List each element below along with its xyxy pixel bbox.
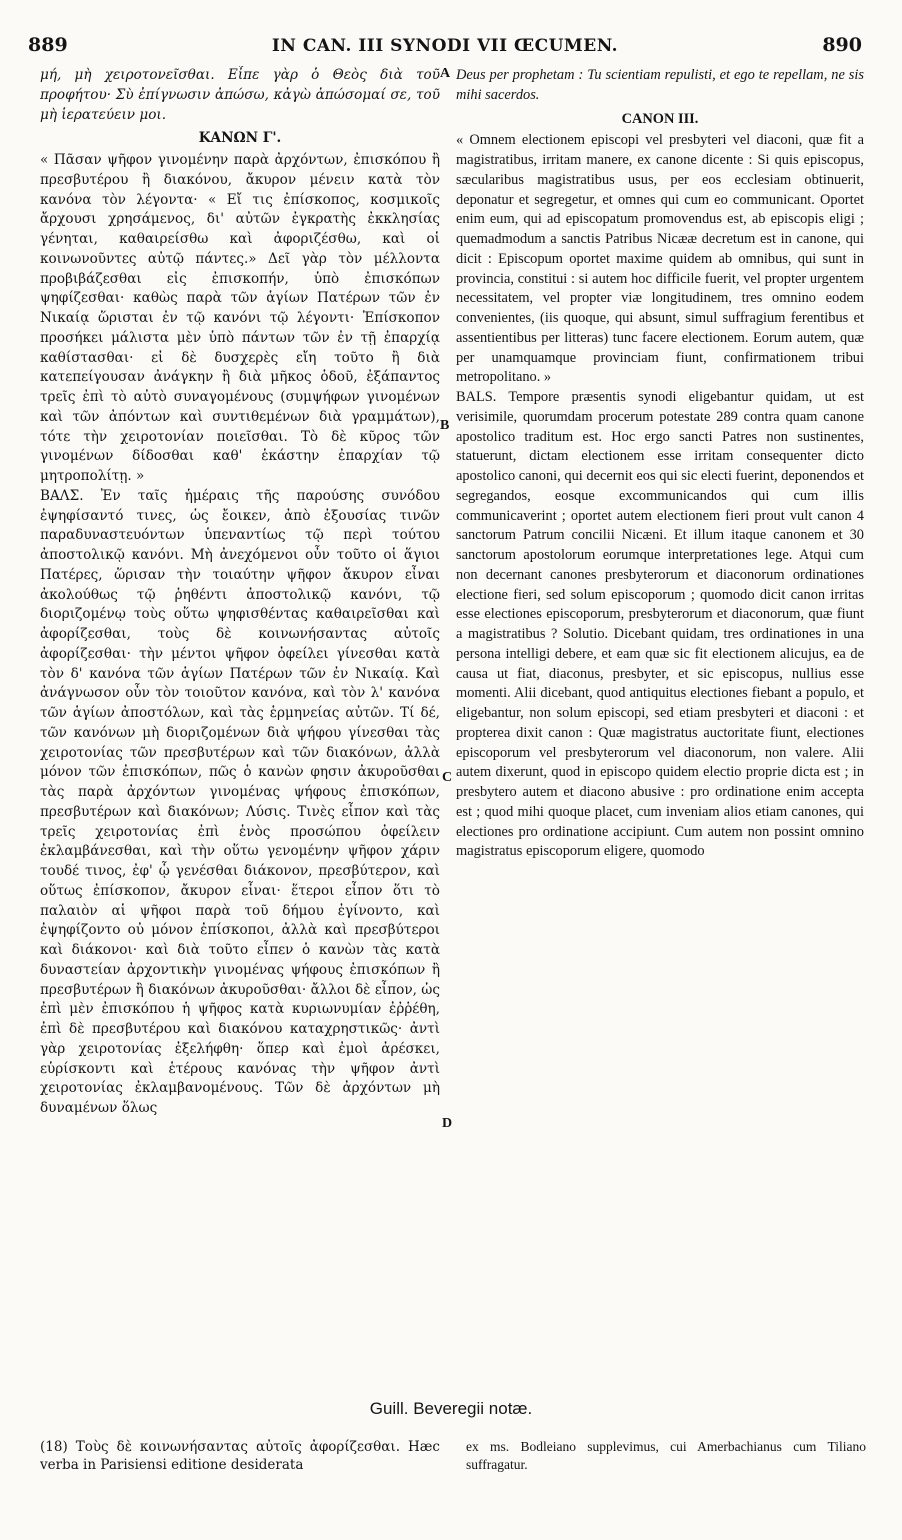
greek-intro: μή, μὴ χειροτονεῖσθαι. Εἶπε γὰρ ὁ Θεὸς διὰ τοῦ προφήτου· Σὺ ἐπίγνωσιν ἀπώσω, κἀγὼ ἀπώσομαί σε, τοῦ μὴ ἱερατεύειν μοι. (40, 67, 440, 123)
greek-canon-text: « Πᾶσαν ψῆφον γινομένην παρὰ ἀρχόντων, ἐπισκόπου ἢ πρεσβυτέρου ἢ διακόνου, ἄκυρον μένειν κατὰ τὸν κανόνα τὸν λέγοντα· « Εἴ τις ἐπίσκοπος, κοσμικοῖς ἄρχουσι χρησάμενος, δι' αὐτῶν ἐγκρατὴς ἐκκλησίας γένηται, καθαιρείσθω καὶ ἀφοριζέσθω, καὶ οἱ κοινωνοῦντες αὐτῷ πάντες.» Δεῖ γὰρ τὸν μέλλοντα προβιβάζεσθαι εἰς ἐπισκοπήν, ὑπὸ ἐπισκόπων ψηφίζεσθαι· καθὼς παρὰ τῶν ἁγίων Πατέρων τῶν ἐν Νικαίᾳ ὥρισται ἐν τῷ κανόνι τῷ λέγοντι· Ἐπίσκοπον προσήκει μάλιστα μὲν ὑπὸ πάντων τῶν ἐν τῇ ἐπαρχίᾳ καθίστασθαι· εἰ δὲ δυσχερὲς εἴη τοῦτο ἢ διὰ κατεπείγουσαν ἀνάγκην ἢ διὰ μῆκος ὁδοῦ, ἐξάπαντος τρεῖς ἐπὶ τὸ αὐτὸ συναγομένους (συμψήφων γινομένων καὶ τῶν ἀπόντων καὶ συντιθεμένων διὰ γραμμάτων), τότε τὴν χειροτονίαν ποιεῖσθαι. Τὸ δὲ κῦρος τῶν γινομένων δίδοσθαι καθ' ἑκάστην ἐπαρχίαν τῷ μητροπολίτῃ. » (40, 152, 440, 484)
greek-canon-heading: ΚΑΝΩΝ Γ'. (198, 130, 282, 147)
latin-canon-text: « Omnem electionem episcopi vel presbyteri vel diaconi, quæ fit a magistratibus, irritam manere, ex canone dicente : Si quis episcopus, sæcularibus magistratibus usus, per eos ecclesiam obtinuerit, deponatur et segregetur, et omnes qui cum eo communicant. Oportet enim eum, qui ad episcopatum promovendus est, ab episcopis eligi ; quemadmodum a sanctis Patribus Nicææ decretum est in canone, qui dicit : Episcopum oportet maxime quidem ab omnibus, qui sunt in provincia, constitui : si autem hoc difficile fuerit, vel propter urgentem necessitatem, vel propter viæ longitudinem, tres omnino eodem convenientes, (iis quoque, qui absunt, simul suffragium ferentibus et assentientibus per litteras) tunc facere electionem. Eorum autem, quæ per unamquamque provinciam fiunt, confirmationem tribui metropolitano. » (456, 132, 864, 386)
latin-intro: Deus per prophetam : Tu scientiam repulisti, et ego te repellam, ne sis mihi sacerdos. (456, 67, 864, 103)
footnote-left: (18) Τοὺς δὲ κοινωνήσαντας αὐτοῖς ἀφορίζεσθαι. Hæc verba in Parisiensi editione desiderata (40, 1438, 440, 1473)
margin-letter-c: C (442, 770, 453, 785)
latin-column (456, 66, 864, 1398)
latin-canon-heading: CANON III. (621, 110, 699, 127)
greek-commentary: ΒΑΛΣ. Ἐν ταῖς ἡμέραις τῆς παρούσης συνόδου ἐψηφίσαντό τινες, ὡς ἔοικεν, ἀπὸ ἐξουσίας τινῶν παραδυναστευόντων ὑπεναντίως τῷ περὶ τούτου ἀποστολικῷ κανόνι. Μὴ ἀνεχόμενοι οὖν τοῦτο οἱ ἅγιοι Πατέρες, ὥρισαν τὴν τοιαύτην ψῆφον ἄκυρον εἶναι ἀκολούθως τῷ ῥηθέντι ἀποστολικῷ κανόνι, τῷ διοριζομένῳ τοὺς οὕτω ψηφισθέντας καθαιρεῖσθαι καὶ ἀφορίζεσθαι, τοὺς δὲ κοινωνήσαντας αὐτοῖς ἀφορίζεσθαι· τὴν μέντοι ψῆφον ὀφείλει γίνεσθαι κατὰ τὸν δ' κανόνα τῶν ἁγίων Πατέρων τῶν ἐν Νικαίᾳ. Καὶ ἀνάγνωσον οὖν τὸν τοιοῦτον κανόνα, καὶ τὸν λ' κανόνα τῶν ἁγίων ἀποστόλων, καὶ τὰς ἑρμηνείας αὐτῶν. Τί δέ, τῶν κανόνων μὴ διοριζομένων διὰ ψήφου γίνεσθαι τὰς χειροτονίας τῶν πρεσβυτέρων καὶ τῶν διακόνων, ἀλλὰ μόνον τῶν ἐπισκόπων, πῶς ὁ κανὼν φησιν ἀκυροῦσθαι τὰς παρὰ ἀρχόντων γινομένας ψήφους ἐπισκόπων, πρεσβυτέρων καὶ διακόνων; Λύσις. Τινὲς εἶπον καὶ τὰς τρεῖς χειροτονίας ἐπὶ ἑνὸς προσώπου ὀφείλειν ἐκλαμβάνεσθαι, καὶ τὴν οὕτω γενομένην ψῆφον χάριν τουδέ τινος, ἐφ' ᾧ γενέσθαι διάκονον, πρεσβύτερον, καὶ οὕτως ἐπίσκοπον, ἄκυρον εἶναι· ἕτεροι εἶπον ὅτι τὸ παλαιὸν αἱ ψῆφοι παρὰ τοῦ δήμου ἐγίνοντο, καὶ ἐψηφίζοντο οὐ μόνον ἐπίσκοποι, ἀλλὰ καὶ πρεσβύτεροι καὶ διάκονοι· καὶ διὰ τοῦτο εἶπεν ὁ κανὼν τὰς κατὰ δυναστείαν ἀρχοντικὴν γινομένας ψήφους ἐπισκόπων ἢ πρεσβυτέρων ἢ διακόνων ἀκυροῦσθαι· ἄλλοι δὲ εἶπον, ὡς ἐπὶ μὲν ἐπισκόπου ἡ ψῆφος κατὰ κυριωνυμίαν ἐῤῥέθη, ἐπὶ δὲ πρεσβυτέρου καὶ διακόνου καταχρηστικῶς· ἀντὶ γὰρ χειροτονίας ἐξελήφθη· ὅπερ καὶ ἐμοὶ ἀρέσκει, εὑρίσκοντι καὶ ἑτέρους κανόνας τὴν ψῆφον ἀντὶ χειροτονίας ἐκλαμβανομένους. Τῶν δὲ ἀρχόντων μὴ δυναμένων ὅλως (40, 487, 440, 1116)
margin-letter-d: D (442, 1116, 453, 1131)
latin-commentary: BALS. Tempore præsentis synodi eligebantur quidam, ut est verisimile, quorumdam procerum potestate 289 contra quam canone apostolico traditum est. Hoc ergo sancti Patres non sustinentes, statuerunt, dictam electionem esse irritam consequenter dicto apostolico canoni, qui decernit eos qui sic electi fuerint, deponendos et segregandos, eosque excommunicandos qui cum illis communicaverint ; oportet autem electionem fieri prout vult canon 4 sanctorum Patrum concilii Nicæni. Et illum itaque canonem et 30 sanctorum apostolorum eorumque interpretationes lege. Atqui cum non decernant canones presbyterorum et diaconorum ordinationes electione fieri, sed solum episcoporum ; quomodo dicit canon irritas esse electiones episcoporum, presbyterorum et diaconorum, quæ fiunt a magistratibus ? Solutio. Dicebant quidam, tres ordinationes in una persona intelligi debere, et eam quæ sic fit electionem alicujus, ea de causa ut fiat, diaconus, presbyter, et sic episcopus, nullius esse momenti. Alii dicebant, quod antiquitus electiones fiebant a populo, et eligebantur, non solum episcopi, sed etiam presbyteri et diaconi : et propterea dixit canon : Quæ magistratus auctoritate fiunt, electiones episcoporum vel presbyterorum vel diaconorum, non valere. Alii autem dixerunt, quod in episcopo quidem electio proprie dicta est ; in presbytero autem et diacono abusive : pro ordinatione enim accepta est ; quod mihi quoque placet, cum inveniam alios etiam canones, qui electiones pro ordinatione accipiunt. Cum autem non possint omnino magistratus episcoporum eligere, quomodo (456, 389, 864, 860)
margin-letter-a: A (440, 66, 451, 81)
notes-title: Guill. Beveregii notæ. (369, 1399, 533, 1418)
footnote-right: ex ms. Bodleiano supplevimus, cui Amerbachianus cum Tiliano suffragatur. (466, 1438, 866, 1472)
running-title: IN CAN. III SYNODI VII ŒCUMEN. (271, 36, 619, 56)
page-number-left: 889 (28, 34, 68, 56)
greek-column (40, 66, 440, 1398)
page-number-right: 890 (822, 34, 862, 56)
page-header (28, 34, 862, 60)
margin-letter-b: B (440, 418, 450, 433)
